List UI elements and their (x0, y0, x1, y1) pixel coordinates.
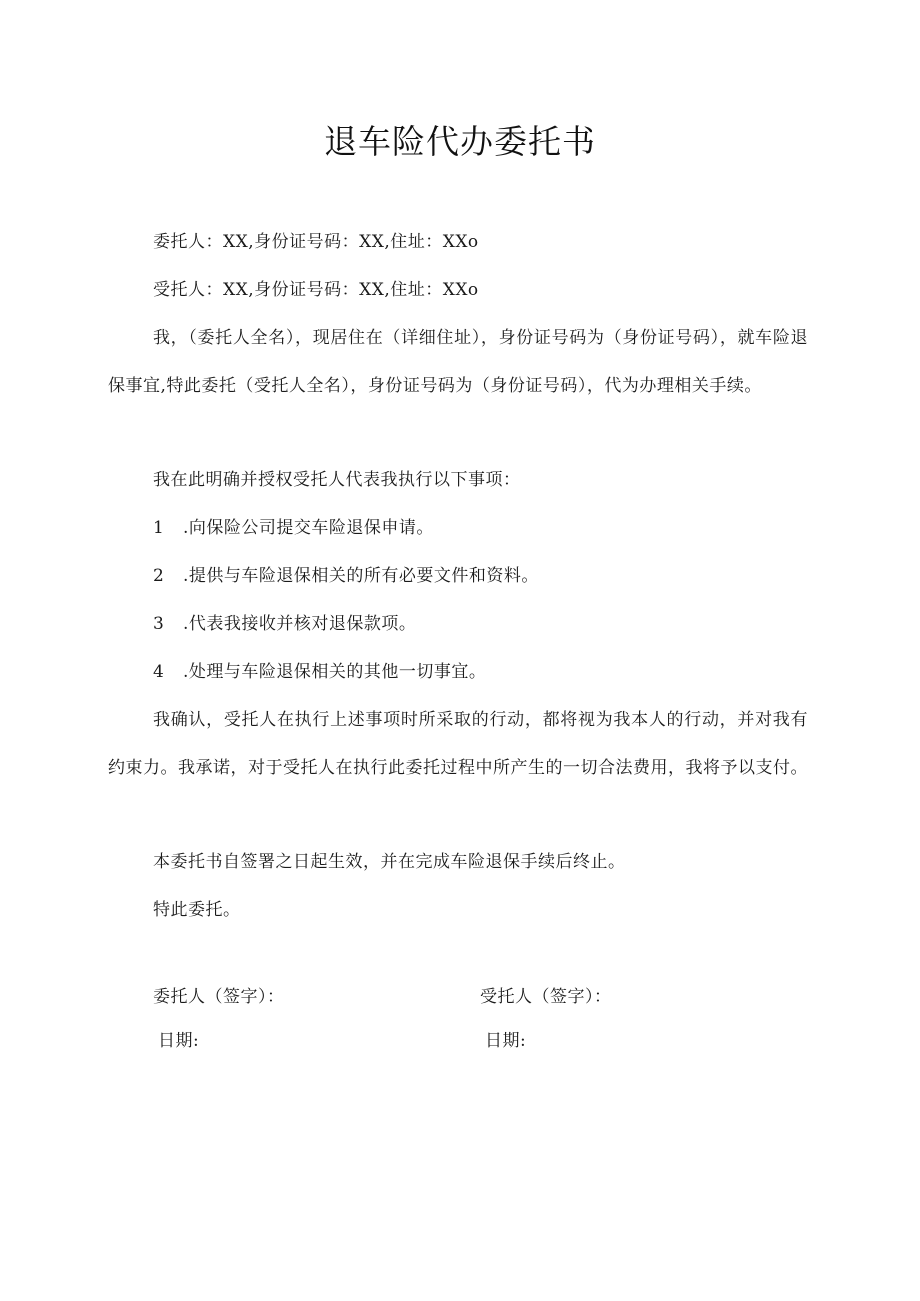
intro-paragraph: 我，（委托人全名），现居住在（详细住址），身份证号码为（身份证号码），就车险退保事宜,特此委托（受托人全名），身份证号码为（身份证号码），代为办理相关手续。 (108, 328, 808, 396)
validity-line: 本委托书自签署之日起生效，并在完成车险退保手续后终止。 (153, 852, 626, 872)
list-item-text: .向保险公司提交车险退保申请。 (183, 518, 434, 538)
authorization-line: 我在此明确并授权受托人代表我执行以下事项： (153, 470, 521, 490)
principal-info-line: 委托人：XX,身份证号码：XX,住址：XXo (153, 232, 479, 252)
list-item-text: .处理与车险退保相关的其他一切事宜。 (183, 662, 487, 682)
agent-info-line: 受托人：XX,身份证号码：XX,住址：XXo (153, 280, 479, 300)
principal-signature-label: 委托人（签字）： (153, 987, 285, 1007)
list-item (153, 610, 416, 638)
list-item (153, 658, 486, 686)
document-title: 退车险代办委托书 (324, 122, 596, 161)
closing-line: 特此委托。 (153, 900, 241, 920)
agent-date-label: 日期: (485, 1031, 527, 1051)
list-item-number: 1 (153, 518, 165, 538)
list-item-text: .代表我接收并核对退保款项。 (183, 614, 417, 634)
principal-date-label: 日期: (158, 1031, 200, 1051)
list-item (153, 562, 539, 590)
list-item-text: .提供与车险退保相关的所有必要文件和资料。 (183, 566, 539, 586)
agent-signature-label: 受托人（签字）： (480, 987, 612, 1007)
confirmation-paragraph: 我确认，受托人在执行上述事项时所采取的行动，都将视为我本人的行动，并对我有约束力。我承诺，对于受托人在执行此委托过程中所产生的一切合法费用，我将予以支付。 (108, 710, 808, 778)
list-item (153, 514, 434, 542)
list-item-number: 3 (153, 614, 165, 634)
list-item-number: 2 (153, 566, 165, 586)
list-item-number: 4 (153, 662, 165, 682)
